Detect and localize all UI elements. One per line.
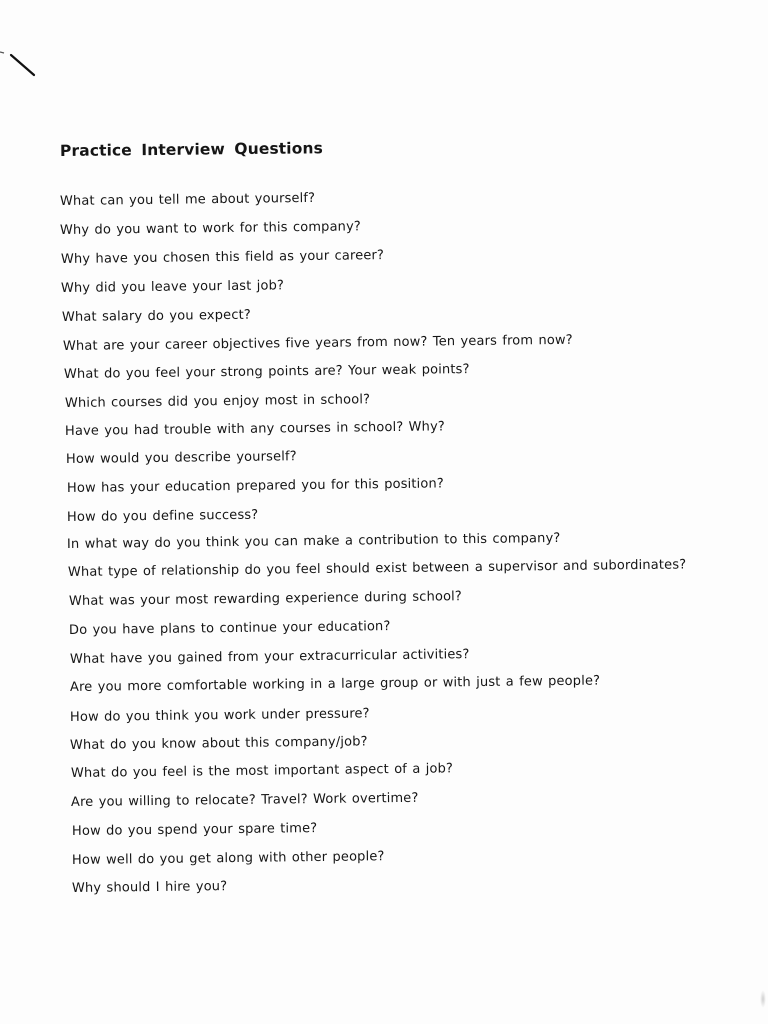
question-item: Have you had trouble with any courses in school? Why? xyxy=(64,419,446,439)
question-item: In what way do you think you can make a contribution to this company? xyxy=(66,530,561,552)
question-item: What have you gained from your extracurricular activities? xyxy=(69,647,470,667)
question-item: What do you feel your strong points are? Your weak points? xyxy=(63,362,470,382)
pen-mark-icon xyxy=(0,40,40,80)
question-item: What do you feel is the most important aspect of a job? xyxy=(70,761,454,781)
question-item: How would you describe yourself? xyxy=(65,449,297,467)
question-item: How do you think you work under pressure? xyxy=(69,706,370,725)
question-item: Why have you chosen this field as your career? xyxy=(60,248,385,267)
question-item: What was your most rewarding experience during school? xyxy=(68,589,463,609)
page-title: Practice Interview Questions xyxy=(59,139,323,160)
question-item: What do you know about this company/job? xyxy=(69,734,368,753)
question-item: What salary do you expect? xyxy=(61,307,251,325)
question-item: How do you define success? xyxy=(66,507,259,525)
scan-smudge xyxy=(760,990,766,1008)
question-item: Are you willing to relocate? Travel? Work overtime? xyxy=(70,790,419,810)
question-item: What are your career objectives five years from now? Ten years from now? xyxy=(62,332,573,354)
question-item: How well do you get along with other people? xyxy=(71,849,385,868)
question-item: Why did you leave your last job? xyxy=(60,278,285,296)
question-item: How has your education prepared you for this position? xyxy=(66,476,445,496)
question-item: Are you more comfortable working in a large group or with just a few people? xyxy=(69,673,601,695)
question-item: What type of relationship do you feel should exist between a supervisor and subordinates? xyxy=(67,557,687,580)
question-item: Why do you want to work for this company? xyxy=(59,219,362,238)
question-item: How do you spend your spare time? xyxy=(71,821,318,839)
question-item: Which courses did you enjoy most in school? xyxy=(64,392,371,411)
question-item: Do you have plans to continue your education? xyxy=(68,619,391,638)
question-item: What can you tell me about yourself? xyxy=(59,190,316,209)
question-item: Why should I hire you? xyxy=(71,879,228,896)
